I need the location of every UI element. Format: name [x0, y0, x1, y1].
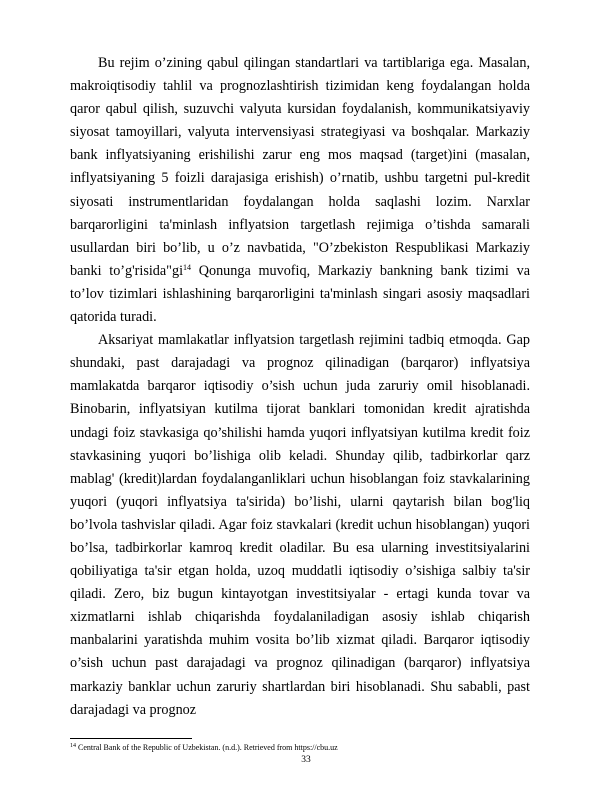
page-number: 33 — [301, 755, 311, 765]
footnote-text: Central Bank of the Republic of Uzbekistan. (n.d.). Retrieved from https://cbu.uz — [76, 743, 338, 752]
paragraph-1 — [70, 52, 530, 329]
paragraph-2: Aksariyat mamlakatlar inflyatsion targetlash rejimini tadbiq etmoqda. Gap shundaki, past darajadagi va prognoz qilinadigan (barqaror) inflyatsiya mamlakatda barqaror iqtisodiy o’sish uchun juda zaruriy omil hisoblanadi. Binobarin, inflyatsiyan kutilma tijorat banklari tomonidan kredit ajratishda undagi foiz stavkasiga qo’shilishi hamda yuqori inflyatsiyan kutilma kredit foiz stavkasining yuqori bo’lishiga olib keladi. Shunday qilib, tadbirkorlar qarz mablag' (kredit)lardan foydalanganliklari uchun hisoblangan foiz stavkalarining yuqori (yuqori inflyatsiya ta'sirida) bo’lishi, ularni qaytarish bilan bog'liq bo’lvola tashvislar qiladi. Agar foiz stavkalari (kredit uchun hisoblangan) yuqori bo’lsa, tadbirkorlar kamroq kredit oladilar. Bu esa ularning investitsiyalarini qobiliyatiga ta'sir etgan holda, uzoq muddatli iqtisodiy o’sishiga salbiy ta'sir qiladi. Zero, biz bugun kintayotgan investitsiyalar - ertagi kunda tovar va xizmatlarni ishlab chiqarishda foydalaniladigan asosiy ishlab chiqarish manbalarini yaratishda muhim vosita bo’lib xizmat qiladi. Barqaror iqtisodiy o’sish uchun past darajadagi va prognoz qilinadigan (barqaror) inflyatsiya markaziy banklar uchun zaruriy shartlardan biri hisoblanadi. Shu sababli, past darajadagi va prognoz — [70, 332, 530, 718]
document-body — [70, 52, 530, 722]
paragraph-1-text: Bu rejim o’zining qabul qilingan standartlari va tartiblariga ega. Masalan, makroiqtisodiy tahlil va prognozlashtirish tizimidan keng foydalangan holda qaror qabul qilish, suzuvchi valyuta kursidan foydalanish, kommunikatsiyaviy siyosat tamoyillari, valyuta intervensiyasi strategiyasi va boshqalar. Markaziy bank inflyatsiyaning erishilishi zarur eng mos maqsad (target)ini (masalan, inflyatsiyaning 5 foizli darajasiga erishish) o’rnatib, ushbu targetni pul-kredit siyosati instrumentlaridan foydalangan holda saqlashi lozim. Narxlar barqarorligini ta'minlash inflyatsion targetlash rejimiga o’tishda samarali usullardan biri bo’lib, u o’z navbatida, "O’zbekiston Respublikasi Markaziy banki to’g'risida"gi — [70, 55, 530, 279]
footnote-number: 14 — [70, 743, 76, 749]
footnote-separator — [70, 738, 192, 739]
paragraph-1-continuation: Qonunga muvofiq, Markaziy bankning bank tizimi va to’lov tizimlari ishlashining barqarorligini ta'minlash singari asosiy maqsadlari qatorida turadi. — [70, 262, 530, 326]
footnote-reference: 14 — [183, 262, 192, 272]
footnote — [70, 743, 530, 753]
